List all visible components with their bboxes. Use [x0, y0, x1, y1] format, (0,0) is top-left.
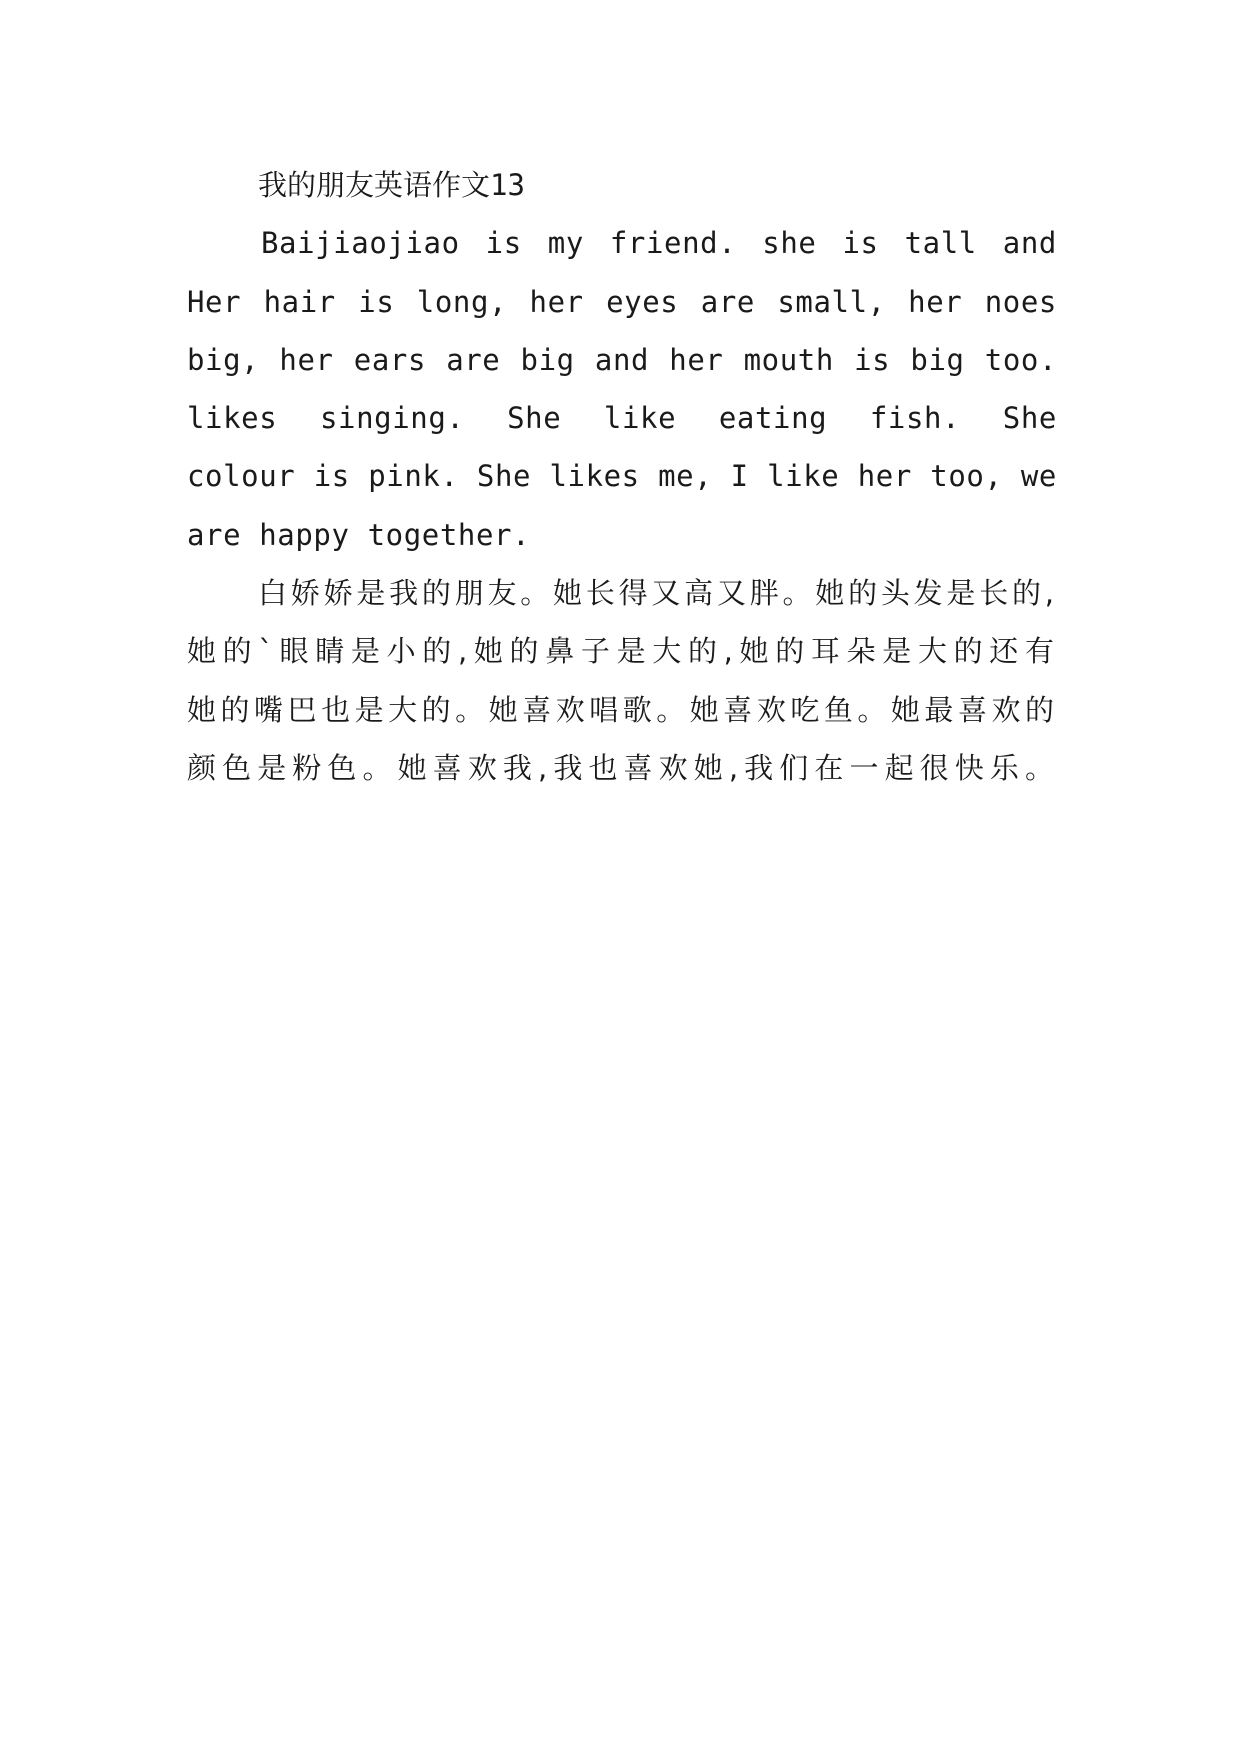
- chinese-line: 颜色是粉色。她喜欢我,我也喜欢她,我们在一起很快乐。: [187, 750, 1057, 785]
- english-line: big, her ears are big and her mouth is big too.: [187, 342, 1057, 377]
- chinese-line: 她的嘴巴也是大的。她喜欢唱歌。她喜欢吃鱼。她最喜欢的: [187, 692, 1057, 727]
- document-title: 我的朋友英语作文13: [258, 168, 525, 202]
- english-paragraph: [187, 214, 1057, 564]
- english-line: likes singing. She like eating fish. She: [187, 401, 1057, 436]
- english-line: are happy together.: [187, 517, 531, 552]
- chinese-line: 白娇娇是我的朋友。她长得又高又胖。她的头发是长的,: [258, 576, 1057, 611]
- english-line: Baijiaojiao is my friend. she is tall and: [261, 226, 1057, 261]
- chinese-paragraph: [187, 564, 1057, 797]
- chinese-line: 她的`眼睛是小的,她的鼻子是大的,她的耳朵是大的还有: [187, 634, 1057, 669]
- document-body: [187, 156, 1057, 797]
- english-line: colour is pink. She likes me, I like her too, we: [187, 459, 1057, 494]
- english-line: Her hair is long, her eyes are small, her noes: [187, 284, 1057, 319]
